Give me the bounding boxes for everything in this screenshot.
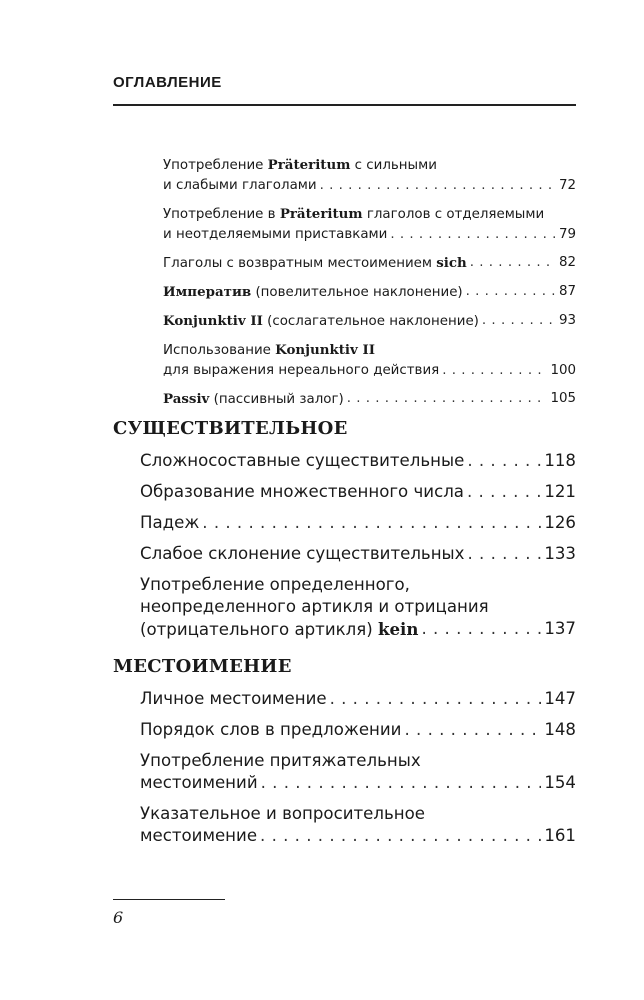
entry-text: [163, 155, 437, 176]
entry-bold-term: sich: [436, 255, 467, 271]
toc-entry[interactable]: [140, 481, 576, 503]
entry-text: [140, 574, 410, 596]
entry-text-segment: Слабое склонение существительных: [140, 544, 465, 563]
toc-entry-line: [163, 389, 576, 410]
entry-text-segment: Указательное и вопросительное: [140, 804, 425, 823]
toc-entry[interactable]: [163, 340, 576, 381]
dot-leader: [466, 282, 556, 303]
entry-text: [140, 719, 401, 741]
entry-text: [140, 688, 327, 710]
toc-entry-line: [140, 750, 576, 772]
toc-entry-line: [163, 311, 576, 332]
entry-text: [163, 311, 479, 332]
entry-bold-term: Präteritum: [279, 206, 363, 222]
toc-entry-line: [163, 253, 576, 274]
page-title: ОГЛАВЛЕНИЕ: [113, 74, 222, 91]
entry-text: [163, 340, 375, 361]
entry-text-segment: глаголов с отделяемыми: [362, 207, 545, 222]
toc-entry[interactable]: [163, 282, 576, 303]
header-divider: [113, 104, 576, 106]
toc-entry[interactable]: [140, 512, 576, 534]
entry-page-number: 121: [544, 482, 576, 501]
entry-page-number: 126: [544, 513, 576, 532]
toc-entry-line: [140, 803, 576, 825]
entry-page-number: 147: [544, 689, 576, 708]
entry-text-segment: Порядок слов в предложении: [140, 720, 402, 739]
toc-entry-line: [140, 618, 576, 641]
entry-text-segment: Сложносоставные существительные: [140, 451, 465, 470]
entry-text-segment: (пассивный залог): [209, 392, 344, 407]
entry-page-number: 133: [544, 544, 576, 563]
entry-bold-term: Konjunktiv II: [275, 342, 375, 358]
entry-text: [140, 825, 257, 847]
dot-leader: [320, 176, 556, 196]
dot-leader: [442, 361, 547, 381]
entry-text: [163, 204, 544, 225]
verb-toc-list: [163, 155, 576, 418]
toc-entry-line: [163, 361, 576, 381]
entry-text-segment: Образование множественного числа: [140, 482, 464, 501]
entry-text-segment: Использование: [163, 343, 276, 358]
toc-entry-line: [163, 225, 576, 245]
entry-bold-term: Präteritum: [267, 157, 351, 173]
entry-page-number: 105: [550, 391, 576, 406]
entry-page-number: 93: [558, 313, 576, 328]
dot-leader: [467, 481, 541, 503]
dot-leader: [421, 618, 541, 641]
toc-entry-line: [163, 282, 576, 303]
toc-entry-line: [140, 450, 576, 472]
toc-entry[interactable]: [140, 450, 576, 472]
entry-text: [163, 225, 387, 245]
dot-leader: [202, 512, 541, 534]
entry-text-segment: и слабыми глаголами: [163, 178, 317, 193]
entry-page-number: 137: [544, 619, 576, 638]
entry-text-segment: для выражения нереального действия: [163, 363, 440, 378]
toc-entry-line: [140, 719, 576, 741]
entry-text: [163, 176, 317, 196]
toc-entry-line: [140, 596, 576, 618]
entry-page-number: 72: [558, 178, 576, 193]
toc-entry[interactable]: [163, 204, 576, 245]
entry-text: [140, 543, 464, 565]
toc-entry[interactable]: [140, 803, 576, 847]
entry-text-segment: Глаголы с возвратным местоимением: [163, 256, 437, 271]
entry-text-segment: Употребление притяжательных: [140, 751, 421, 770]
toc-entry-line: [140, 543, 576, 565]
dot-leader: [467, 450, 541, 472]
dot-leader: [404, 719, 541, 741]
toc-entry[interactable]: [163, 253, 576, 274]
entry-text-segment: (повелительное наклонение): [251, 285, 463, 300]
entry-text: [140, 596, 489, 618]
entry-text: [140, 618, 418, 641]
dot-leader: [260, 825, 541, 847]
entry-text-segment: Личное местоимение: [140, 689, 327, 708]
toc-entry[interactable]: [140, 750, 576, 794]
entry-page-number: 148: [544, 720, 576, 739]
entry-bold-term: Konjunktiv II: [163, 313, 263, 329]
page-number: 6: [113, 908, 124, 927]
entry-page-number: 161: [544, 826, 576, 845]
toc-entry-line: [140, 481, 576, 503]
dot-leader: [347, 389, 548, 410]
entry-bold-term: Passiv: [163, 391, 210, 407]
dot-leader: [390, 225, 556, 245]
toc-entry[interactable]: [140, 719, 576, 741]
entry-bold-term: Императив: [163, 284, 252, 300]
entry-text-segment: Падеж: [140, 513, 200, 532]
dot-leader: [482, 311, 556, 332]
entry-text-segment: Употребление определенного,: [140, 575, 410, 594]
toc-entry[interactable]: [140, 688, 576, 710]
entry-text: [163, 282, 463, 303]
entry-text: [140, 803, 425, 825]
dot-leader: [261, 772, 542, 794]
toc-entry-line: [163, 155, 576, 176]
entry-bold-term: kein: [378, 619, 419, 639]
toc-entry-line: [163, 340, 576, 361]
toc-entry-line: [163, 176, 576, 196]
toc-entry-line: [140, 825, 576, 847]
entry-page-number: 82: [558, 255, 576, 270]
toc-entry[interactable]: [140, 574, 576, 641]
entry-page-number: 79: [558, 227, 576, 242]
entry-text-segment: и неотделяемыми приставками: [163, 227, 388, 242]
entry-text-segment: местоимение: [140, 826, 258, 845]
dot-leader: [330, 688, 542, 710]
entry-page-number: 118: [544, 451, 576, 470]
toc-entry-line: [140, 688, 576, 710]
footer-divider: [113, 899, 225, 900]
entry-text: [163, 361, 439, 381]
entry-page-number: 100: [550, 363, 576, 378]
dot-leader: [467, 543, 541, 565]
entry-text: [163, 389, 344, 410]
entry-text-segment: местоимений: [140, 773, 258, 792]
toc-entry-line: [140, 772, 576, 794]
toc-sections: [113, 416, 576, 856]
entry-text: [140, 481, 464, 503]
entry-text-segment: Употребление: [163, 158, 268, 173]
entry-text-segment: неопределенного артикля и отрицания: [140, 597, 489, 616]
toc-entry-line: [140, 574, 576, 596]
section-heading: СУЩЕСТВИТЕЛЬНОЕ: [113, 418, 348, 439]
entry-text-segment: (отрицательного артикля): [140, 620, 378, 639]
toc-entry[interactable]: [140, 543, 576, 565]
entry-text: [140, 772, 258, 794]
dot-leader: [470, 253, 556, 274]
entry-text-segment: (сослагательное наклонение): [262, 314, 479, 329]
entry-text-segment: Употребление в: [163, 207, 280, 222]
entry-text-segment: с сильными: [350, 158, 437, 173]
section-heading: МЕСТОИМЕНИЕ: [113, 656, 292, 677]
toc-entry[interactable]: [163, 389, 576, 410]
entry-page-number: 87: [558, 284, 576, 299]
toc-entry[interactable]: [163, 155, 576, 196]
entry-text: [140, 450, 464, 472]
toc-entry-line: [163, 204, 576, 225]
toc-entry[interactable]: [163, 311, 576, 332]
entry-page-number: 154: [544, 773, 576, 792]
entry-text: [163, 253, 467, 274]
entry-text: [140, 512, 199, 534]
toc-entry-line: [140, 512, 576, 534]
entry-text: [140, 750, 421, 772]
